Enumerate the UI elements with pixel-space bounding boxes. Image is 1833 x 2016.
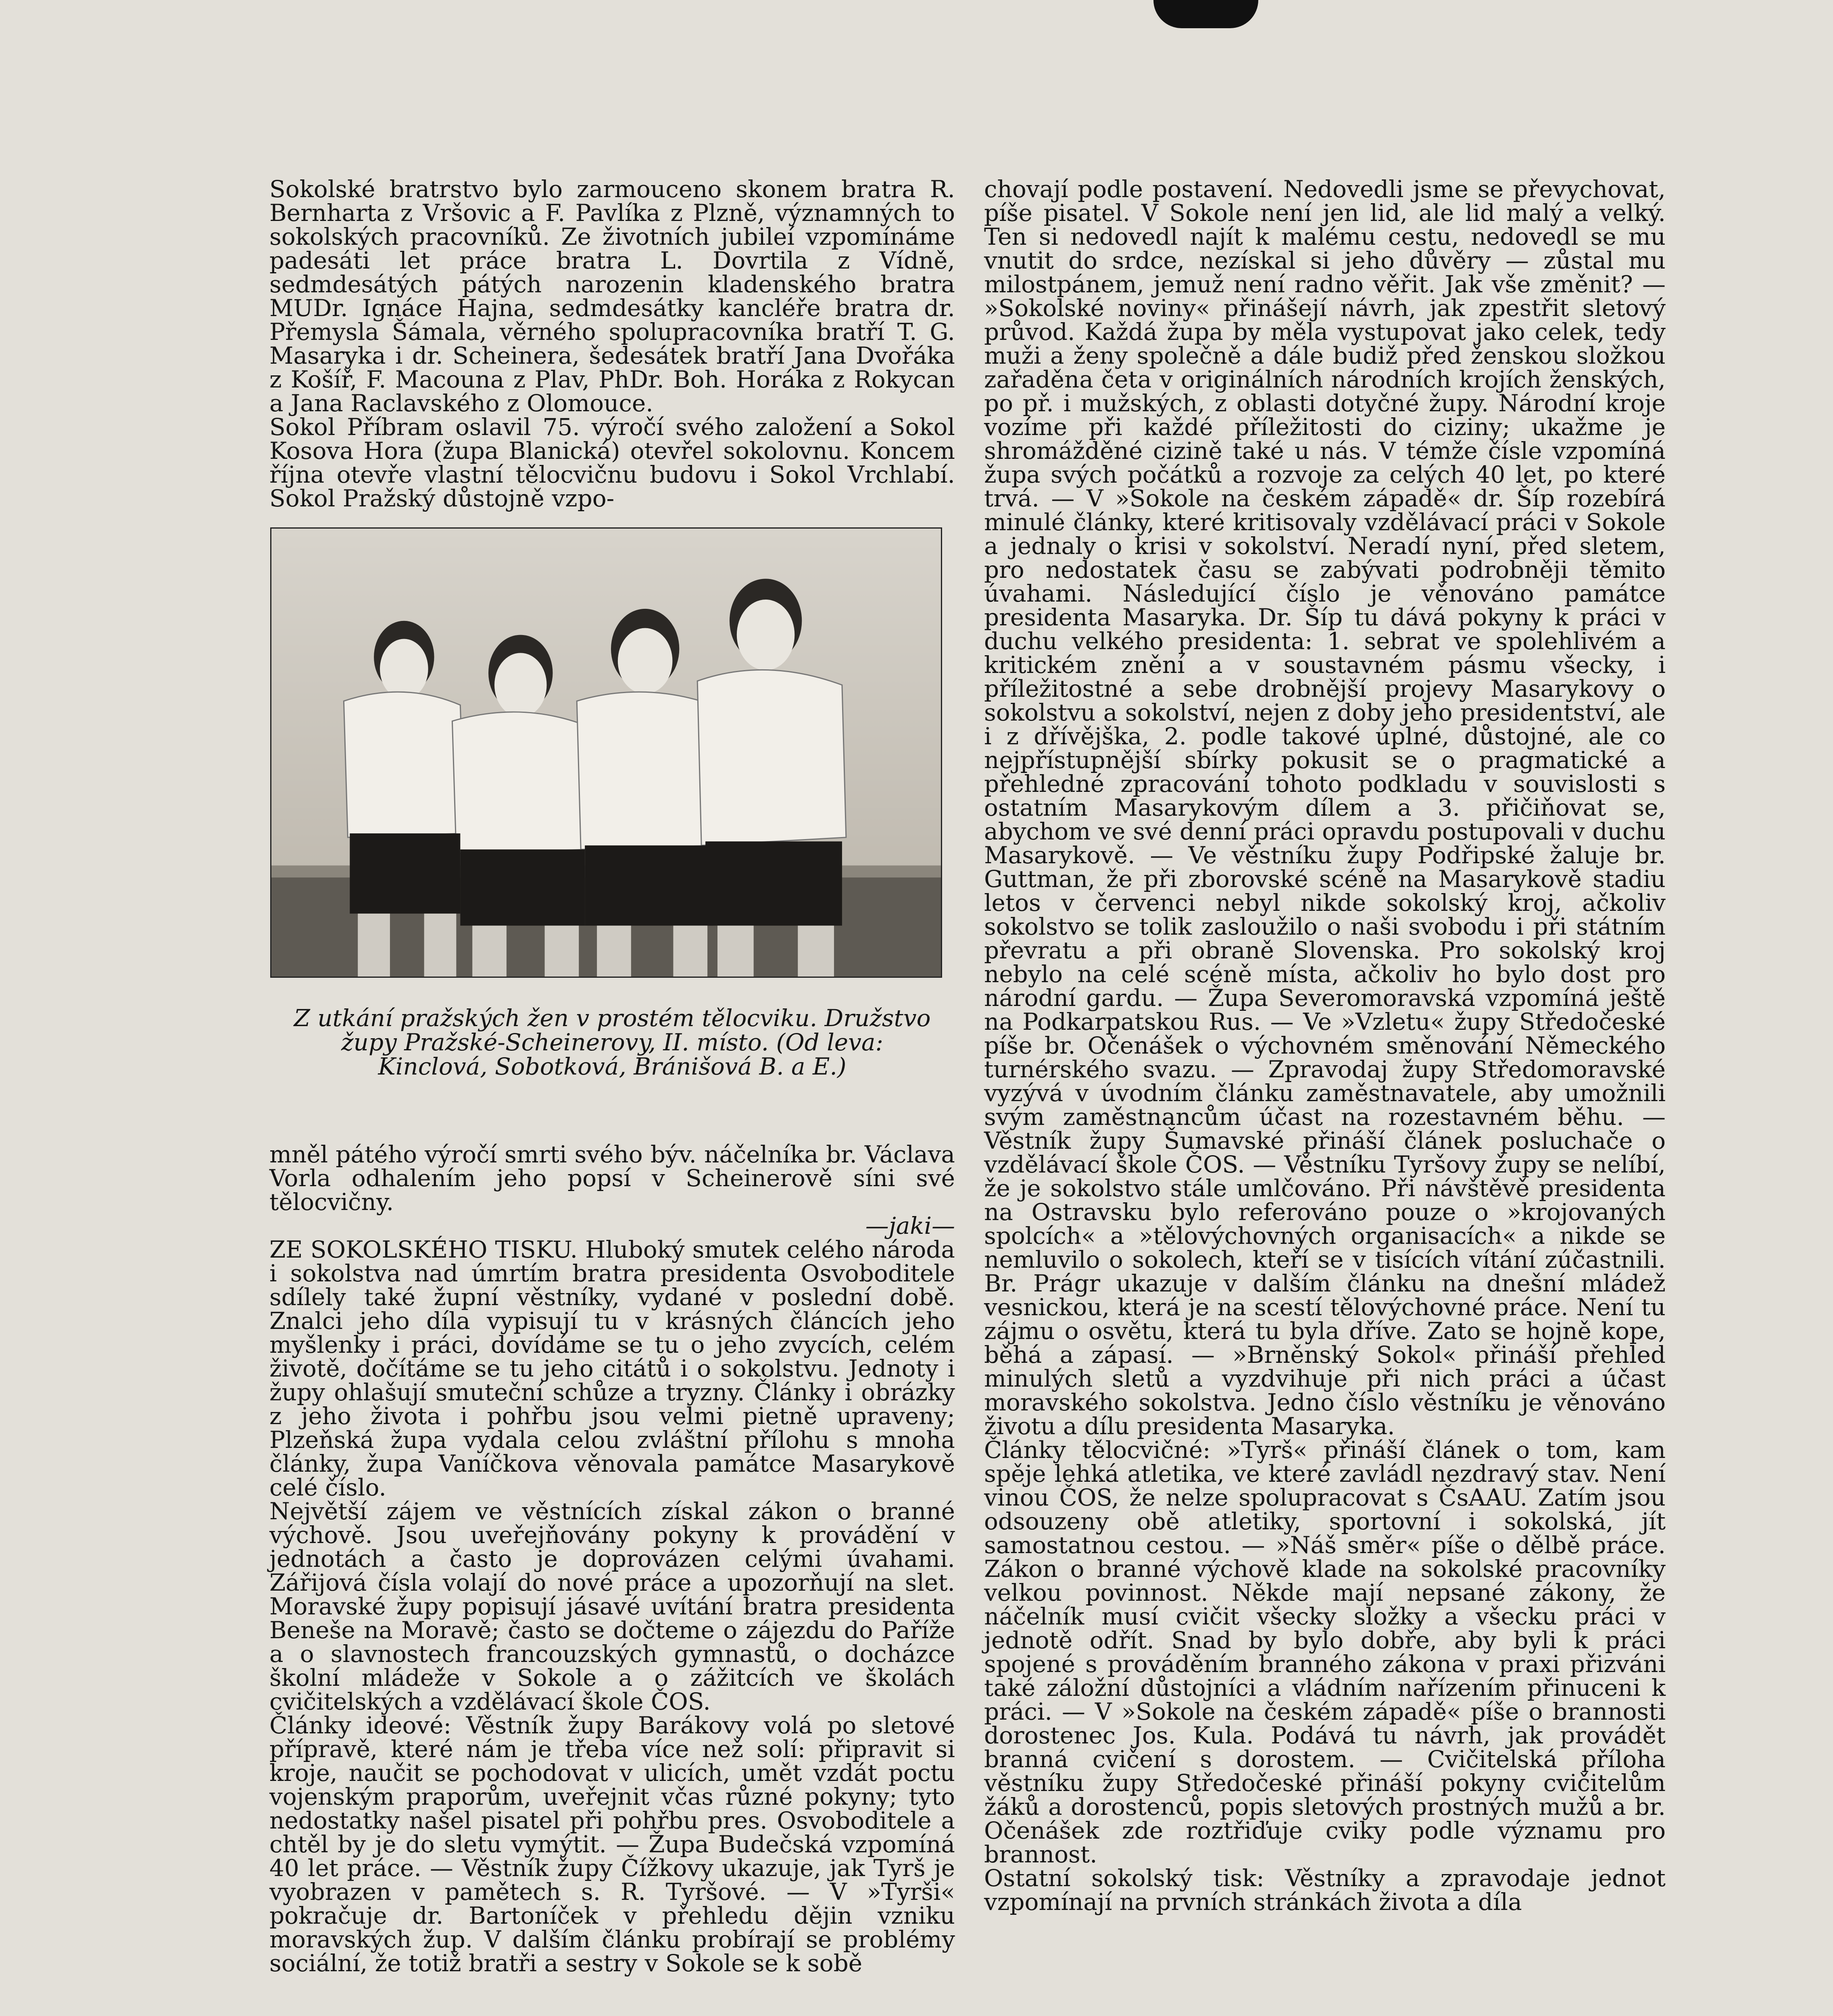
paragraph-other-press: Ostatní sokolský tisk: Věstníky a zpravodaje jednot vzpomínají na prvních stránkách života a díla xyxy=(984,1864,1666,1916)
paragraph-ideological-articles: Články ideové: Věstník župy Barákovy volá po sletové přípravě, které nám je třeba více než solí: připravit si kroje, naučit se pochodovat v ulicích, umět vzdát poctu vojenským praporům, uveřejnit včas různé pokyny; tyto nedostatky našel pisatel při pohřbu pres. Osvoboditele a chtěl by je do sletu vymýtit. — Župa Budečská vzpomíná 40 let práce. — Věstník župy Čížkovy ukazuje, jak Tyrš je vyobrazen v pamětech s. R. Tyršové. — V »Tyrši« pokračuje dr. Bartoníček v přehledu dějin vzniku moravských žup. V dalším článku probírají se problémy sociální, že totiž bratři a sestry v Sokole se k sobě xyxy=(269,1712,955,1977)
memorial-text: mněl pátého výročí smrti svého býv. náčelníka br. Václava Vorla odhalením jeho popsí v Scheinerově síni své tělocvičny. xyxy=(269,1141,955,1216)
photo-four-women xyxy=(270,527,942,978)
paragraph-anniversaries: Sokol Příbram oslavil 75. výročí svého založení a Sokol Kosova Hora (župa Blanická) otevřel sokolovnu. Koncem října otevře vlastní tělocvičnu budovu i Sokol Vrchlabí. Sokol Pražský důstojně vzpo- xyxy=(269,413,955,512)
left-column xyxy=(269,177,955,2016)
paragraph-press-section: ZE SOKOLSKÉHO TISKU. Hluboký smutek celého národa i sokolstva nad úmrtím bratra presidenta Osvoboditele sdílely také župní věstníky, vydané v poslední době. Znalci jeho díla vypisují tu v krásných článcích jeho myšlenky i práci, dovídáme se tu o jeho zvycích, celém životě, dočítáme se tu jeho citátů i o sokolstvu. Jednoty i župy ohlašují smuteční schůze a tryzny. Články i obrázky z jeho života i pohřbu jsou velmi pietně upraveny; Plzeňská župa vydala celou zvláštní přílohu s mnoha články, župa Vaníčkova věnovala památce Masarykově celé číslo. xyxy=(269,1236,955,1501)
paragraph-memorial xyxy=(269,1143,955,1238)
right-column xyxy=(984,177,1666,2016)
scan-edge-mark xyxy=(1153,0,1258,28)
paragraph-gymnastic-articles: Články tělocvičné: »Tyrš« přináší článek o tom, kam spěje lehká atletika, ve které zavládl nezdravý stav. Není vinou ČOS, že nelze spolupracovat s ČsAAU. Zatím jsou odsouzeny obě atletiky, sportovní i sokolská, jít samostatnou cestou. — »Náš směr« píše o dělbě práce. Zákon o branné výchově klade na sokolské pracovníky velkou povinnost. Někde mají nepsané zákony, že náčelník musí cvičit všecky složky a všecku práci v jednotě odřít. Snad by bylo dobře, aby byli k práci spojené s prováděním branného zákona v praxi přizváni také záložní důstojníci a vládním nařízením přinuceni k práci. — V »Sokole na českém západě« píše o brannosti dorostenec Jos. Kula. Podává tu návrh, jak provádět branná cvičení s dorostem. — Cvičitelská příloha věstníku župy Středočeské přináší pokyny cvičitelům žáků a dorostenců, popis sletových prostných mužů a br. Očenášek zde roztřiďuje cviky podle významu pro brannost. xyxy=(984,1436,1666,1868)
left-column-lower xyxy=(269,1143,955,1975)
paragraph-obituaries: Sokolské bratrstvo bylo zarmouceno skonem bratra R. Bernharta z Vršovic a F. Pavlíka z Plzně, významných to sokolských pracovníků. Ze životních jubileí vzpomínáme padesáti let práce bratra L. Dovrtila z Vídně, sedmdesátých pátých narozenin kladenského bratra MUDr. Ignáce Hajna, sedmdesátky kancléře bratra dr. Přemysla Šámala, věrného spolupracovníka bratří T. G. Masaryka i dr. Scheinera, šedesátek bratří Jana Dvořáka z Košíř, F. Macouna z Plav, PhDr. Boh. Horáka z Rokycan a Jana Raclavského z Olomouce. xyxy=(269,175,955,417)
author-signature: —jaki— xyxy=(865,1212,955,1239)
paragraph-continuation: chovají podle postavení. Nedovedli jsme se převychovat, píše pisatel. V Sokole není jen lid, ale lid malý a velký. Ten si nedovedl najít k malému cestu, nedovedl se mu vnutit do srdce, nezískal si jeho důvěry — zůstal mu milostpánem, jemuž není radno věřit. Jak vše změnit? — »Sokolské noviny« přinášejí návrh, jak zpestřit sletový průvod. Každá župa by měla vystupovat jako celek, tedy muži a ženy společně a dále budiž před ženskou složkou zařaděna četa v originálních národních krojích ženských, po př. i mužských, z oblasti dotyčné župy. Národní kroje vozíme při každé příležitosti do ciziny; ukažme je shromážděné cizině také u nás. V témže čísle vzpomíná župa svých počátků a rozvoje za celých 40 let, po které trvá. — V »Sokole na českém západě« dr. Šíp rozebírá minulé články, které kritisovaly vzdělávací práci v Sokole a jednaly o krisi v sokolství. Neradí nyní, před sletem, pro nedostatek času se zabývati podrobněji těmito úvahami. Následující číslo je věnováno památce presidenta Masaryka. Dr. Šíp tu dává pokyny k práci v duchu velkého presidenta: 1. sebrat ve spolehlivém a kritickém znění a v soustavném pásmu všecky, i příležitostné a sebe drobnější projevy Masarykovy o sokolstvu a sokolství, nejen z doby jeho presidentství, ale i z dřívějška, 2. podle takové úplné, důstojné, ale co nejpřístupnější sbírky pokusit se o pragmatické a přehledné zpracování tohoto podkladu v souvislosti s ostatním Masarykovým dílem a 3. přičiňovat se, abychom ve své denní práci opravdu postupovali v duchu Masarykově. — Ve věstníku župy Podřipské žaluje br. Guttman, že při zborovské scéně na Masarykově stadiu letos v červenci nebyl nikde sokolský kroj, ačkoliv sokolstvo se tolik zasloužilo o naši svobodu i při státním převratu a při obraně Slovenska. Pro sokolský kroj nebylo na celé scéně místa, ačkoliv ho bylo dost pro národní gardu. — Župa Severomoravská vzpomíná ještě na Podkarpatskou Rus. — Ve »Vzletu« župy Středočeské píše br. Očenášek o výchovném směnování Německého turnérského svazu. — Zpravodaj župy Středomoravské vyzývá v úvodním článku zaměstnavatele, aby umožnili svým zaměstnancům účast na rozestavném běhu. — Věstník župy Šumavské přináší článek posluchače o vzdělávací škole ČOS. — Věstníku Tyršovy župy se nelíbí, že je sokolstvo stále umlčováno. Při návštěvě presidenta na Ostravsku bylo referováno pouze o »krojovaných spolcích« a »tělovýchovných organisacích« a nikde se nemluvilo o sokolech, kteří se v tisících vítání zúčastnili. Br. Prágr ukazuje v dalším článku na dnešní mládež vesnickou, která je na scestí tělovýchovné práce. Není tu zájmu o osvětu, která tu byla dříve. Zato se hojně kope, běhá a zápasí. — »Brněnský Sokol« přináší přehled minulých sletů a vyzdvihuje při nich práci a účast moravského sokolstva. Jedno číslo věstníku je věnováno životu a dílu presidenta Masaryka. xyxy=(984,175,1666,1440)
photo-caption: Z utkání pražských žen v prostém tělocviku. Družstvo župy Pražské-Scheinerovy, II. místo. (Od leva: Kinclová, Sobotková, Bránišová B. a E.) xyxy=(294,1004,931,1080)
photo-illustration xyxy=(271,529,941,977)
paragraph-defense-law: Největší zájem ve věstnících získal zákon o branné výchově. Jsou uveřejňovány pokyny k provádění v jednotách a často je doprovázen celými úvahami. Zářijová čísla volají do nové práce a upozorňují na slet. Moravské župy popisují jásavé uvítání bratra presidenta Beneše na Moravě; často se dočteme o zájezdu do Paříže a o slavnostech francouzských gymnastů, o docházce školní mládeže v Sokole a o zážitcích ve školách cvičitelských a vzdělávací škole ČOS. xyxy=(269,1497,955,1715)
